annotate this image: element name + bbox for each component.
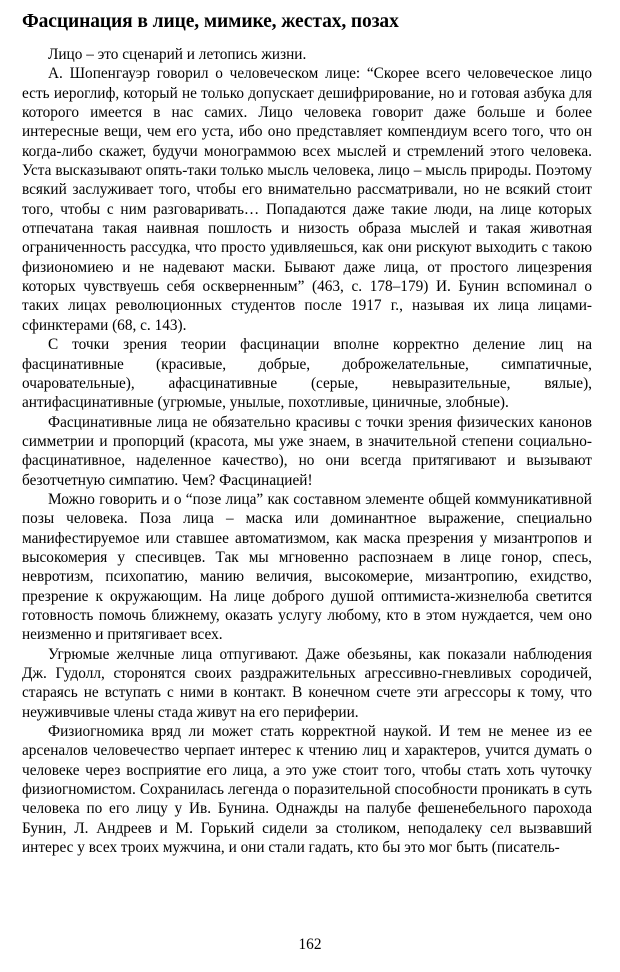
paragraph: Физиогномика вряд ли может стать корректной наукой. И тем не менее из ее арсеналов человечество черпает интерес к чтению лиц и характеров, учится думать о человеке через восприятие его лица, а это уже стоит того, чтобы стать хоть чуточку физиогномистом. Сохранилась легенда о поразительной способности проникать в суть человека по его лицу у Ив. Бунина. Однажды на палубе фешенебельного парохода Бунин, Л. Андреев и М. Горький сидели за столиком, неподалеку сел вызвавший интерес у всех троих мужчина, и они стали гадать, кто бы это мог быть (писатель- [22,723,592,857]
page-title: Фасцинация в лице, мимике, жестах, позах [22,11,399,32]
paragraph: А. Шопенгауэр говорил о человеческом лице: “Скорее всего человеческое лицо есть иероглиф, который не только допускает дешифрирование, но и готовая азбука для которого имеется в нас самих. Лицо человека говорит даже больше и более интересные вещи, чем его уста, ибо оно представляет компендиум всего того, что он когда-либо скажет, будучи монограммою всех мыслей и стремлений этого человека. Уста высказывают опять-таки только мысль человека, лицо – мысль природы. Поэтому всякий заслуживает того, чтобы его внимательно рассматривали, но не всякий стоит того, чтобы с ним разговаривать… Попадаются даже такие люди, на лице которых отпечатана такая наивная пошлость и низость образа мыслей и такая животная ограниченность рассудка, что просто удивляешься, как они рискуют выходить с такою физиономиею и не надевают маски. Бывают даже лица, от простого лицезрения которых чувствуешь себя оскверненным” (463, с. 178–179) И. Бунин вспоминал о таких лицах революционных студентов после 1917 г., называя их лица лицами-сфинктерами (68, с. 143). [22,65,592,334]
body-text [22,45,592,857]
paragraph: Можно говорить и о “позе лица” как составном элементе общей коммуникативной позы человека. Поза лица – маска или доминантное выражение, специально манифестируемое или ставшее автоматизмом, как маска презрения у мизантропов и высокомерия у спесивцев. Так мы мгновенно распознаем в лице гонор, спесь, невротизм, психопатию, манию величия, высокомерие, мизантропию, ехидство, презрение к окружающим. На лице доброго душой оптимиста-жизнелюба светится готовность помочь ближнему, оказать услугу любому, кто в этом нуждается, чем оно неизменно и притягивает всех. [22,490,592,644]
paragraph: Угрюмые желчные лица отпугивают. Даже обезьяны, как показали наблюдения Дж. Гудолл, сторонятся своих раздражительных агрессивно-гневливых сородичей, стараясь не вступать с ними в контакт. В конечном счете эти агрессоры к тому, что неуживчивые члены стада живут на его периферии. [22,645,592,721]
page-number: 162 [298,936,322,953]
paragraph: Фасцинативные лица не обязательно красивы с точки зрения физических канонов симметрии и пропорций (красота, мы уже знаем, в значительной степени социально-фасцинативное, наделенное качество), но они всегда притягивают и вызывают безотчетную симпатию. Чем? Фасцинацией! [22,413,592,489]
paragraph: С точки зрения теории фасцинации вполне корректно деление лиц на фасцинативные (красивые, добрые, доброжелательные, симпатичные, очаровательные), афасцинативные (серые, невыразительные, вялые), антифасцинативные (угрюмые, унылые, похотливые, циничные, злобные). [22,336,592,412]
paragraph: Лицо – это сценарий и летопись жизни. [48,46,307,63]
